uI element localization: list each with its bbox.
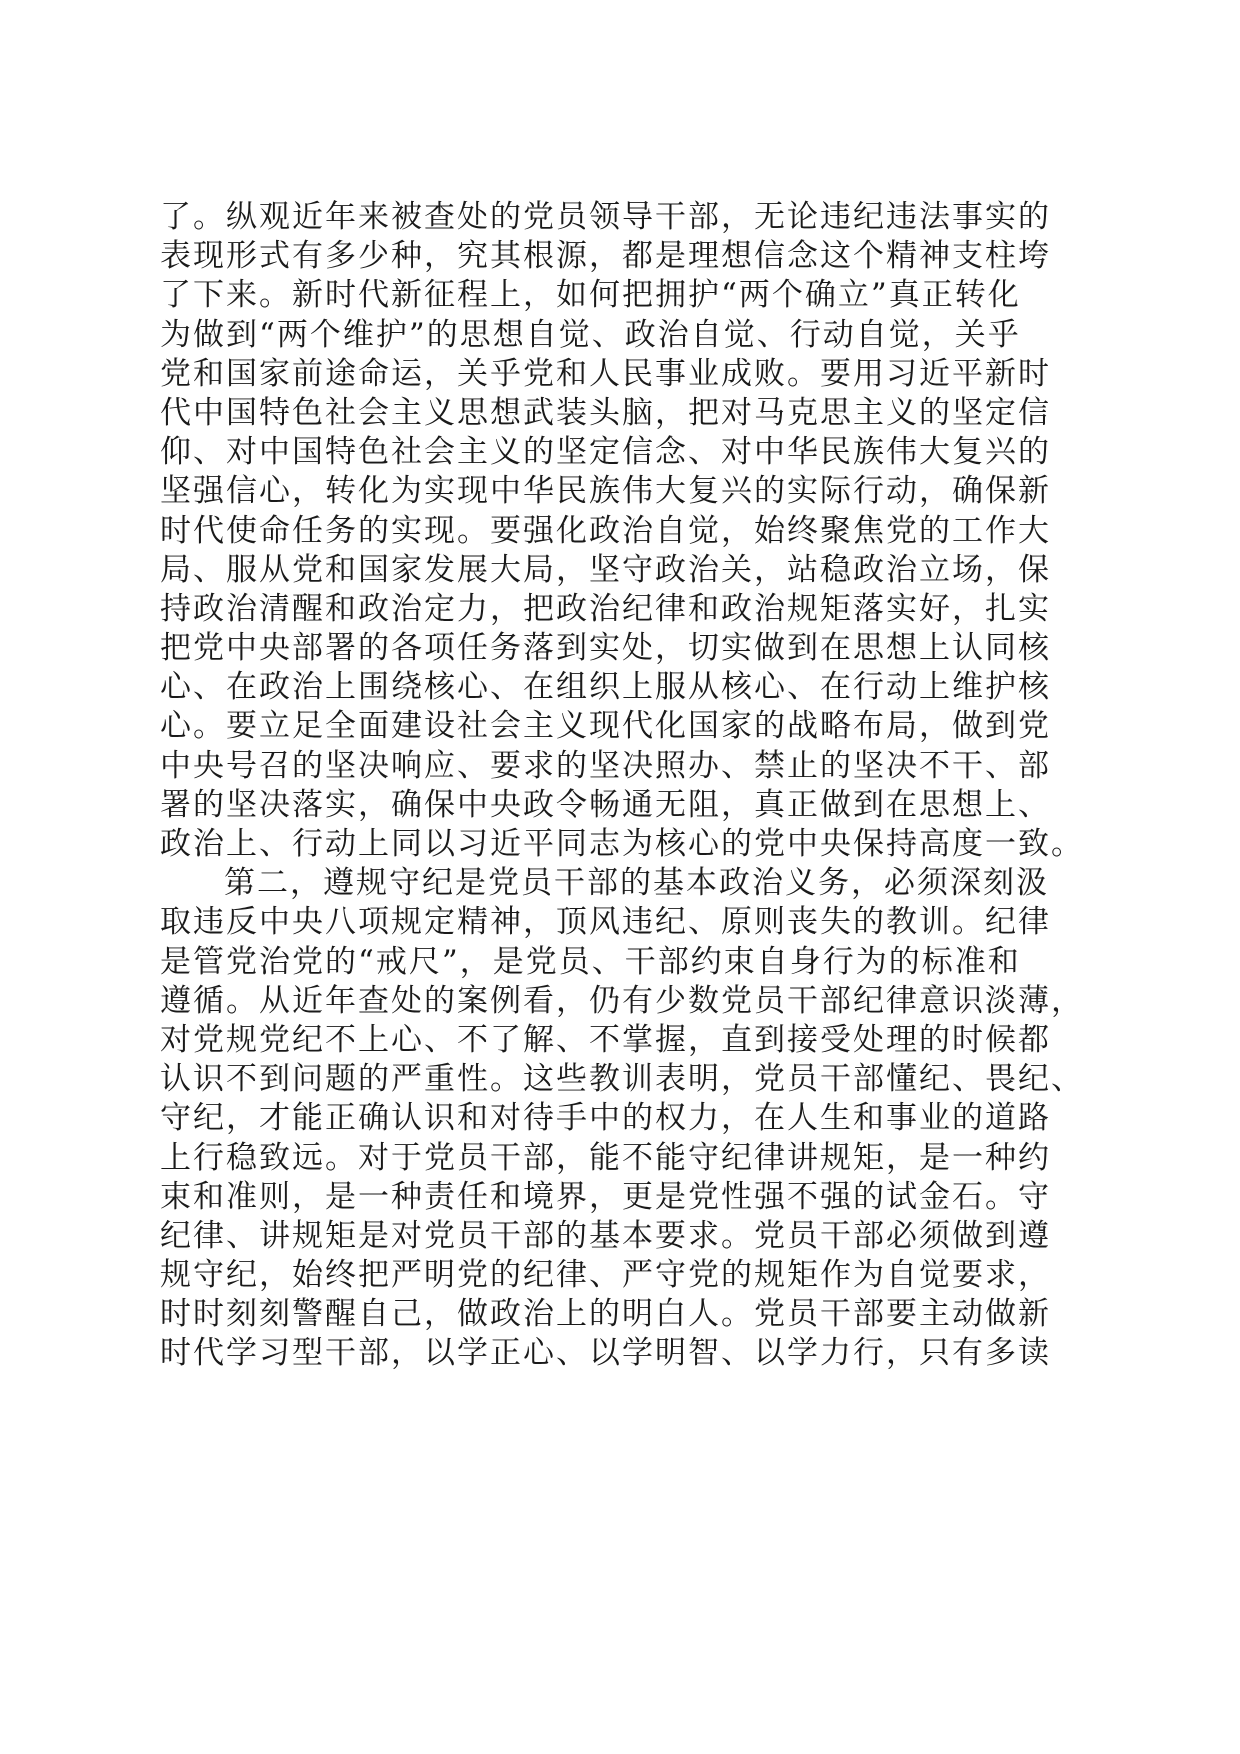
text-line: 守纪，才能正确认识和对待手中的权力，在人生和事业的道路 bbox=[160, 1100, 1051, 1137]
text-line: 党和国家前途命运，关乎党和人民事业成败。要用习近平新时 bbox=[160, 355, 1051, 392]
text-line: 上行稳致远。对于党员干部，能不能守纪律讲规矩，是一种约 bbox=[160, 1139, 1051, 1176]
text-line: 表现形式有多少种，究其根源，都是理想信念这个精神支柱垮 bbox=[160, 238, 1051, 275]
text-line: 中央号召的坚决响应、要求的坚决照办、禁止的坚决不干、部 bbox=[160, 747, 1051, 784]
text-line: 心。要立足全面建设社会主义现代化国家的战略布局，做到党 bbox=[160, 708, 1051, 745]
body-text bbox=[160, 198, 1090, 1374]
text-line: 了下来。新时代新征程上，如何把拥护“两个确立”真正转化 bbox=[160, 277, 1021, 314]
text-line: 时时刻刻警醒自己，做政治上的明白人。党员干部要主动做新 bbox=[160, 1296, 1051, 1333]
text-line: 了。纵观近年来被查处的党员领导干部，无论违纪违法事实的 bbox=[160, 199, 1051, 235]
paragraph-start-line: 第二，遵规守纪是党员干部的基本政治义务，必须深刻汲 bbox=[224, 865, 1049, 902]
text-line: 认识不到问题的严重性。这些教训表明，党员干部懂纪、畏纪、 bbox=[160, 1061, 1084, 1098]
text-line: 是管党治党的“戒尺”，是党员、干部约束自身行为的标准和 bbox=[160, 943, 1021, 980]
text-line: 仰、对中国特色社会主义的坚定信念、对中华民族伟大复兴的 bbox=[160, 434, 1051, 471]
text-line: 局、服从党和国家发展大局，坚守政治关，站稳政治立场，保 bbox=[160, 551, 1051, 588]
text-line: 纪律、讲规矩是对党员干部的基本要求。党员干部必须做到遵 bbox=[160, 1217, 1051, 1254]
text-line: 时代学习型干部，以学正心、以学明智、以学力行，只有多读 bbox=[160, 1335, 1051, 1372]
text-line: 代中国特色社会主义思想武装头脑，把对马克思主义的坚定信 bbox=[160, 394, 1051, 431]
text-line: 持政治清醒和政治定力，把政治纪律和政治规矩落实好，扎实 bbox=[160, 590, 1051, 627]
text-line: 规守纪，始终把严明党的纪律、严守党的规矩作为自觉要求， bbox=[160, 1257, 1051, 1294]
text-line: 束和准则，是一种责任和境界，更是党性强不强的试金石。守 bbox=[160, 1178, 1051, 1215]
text-line: 心、在政治上围绕核心、在组织上服从核心、在行动上维护核 bbox=[160, 669, 1051, 706]
text-line: 把党中央部署的各项任务落到实处，切实做到在思想上认同核 bbox=[160, 630, 1051, 667]
text-line: 坚强信心，转化为实现中华民族伟大复兴的实际行动，确保新 bbox=[160, 473, 1051, 510]
text-line: 取违反中央八项规定精神，顶风违纪、原则丧失的教训。纪律 bbox=[160, 904, 1051, 941]
text-line: 政治上、行动上同以习近平同志为核心的党中央保持高度一致。 bbox=[160, 826, 1084, 862]
text-line: 署的坚决落实，确保中央政令畅通无阻，真正做到在思想上、 bbox=[160, 786, 1051, 823]
text-line: 为做到“两个维护”的思想自觉、政治自觉、行动自觉，关乎 bbox=[160, 316, 1021, 353]
text-line: 时代使命任务的实现。要强化政治自觉，始终聚焦党的工作大 bbox=[160, 512, 1051, 549]
text-line: 遵循。从近年查处的案例看，仍有少数党员干部纪律意识淡薄， bbox=[160, 982, 1084, 1019]
text-line: 对党规党纪不上心、不了解、不掌握，直到接受处理的时候都 bbox=[160, 1021, 1051, 1058]
